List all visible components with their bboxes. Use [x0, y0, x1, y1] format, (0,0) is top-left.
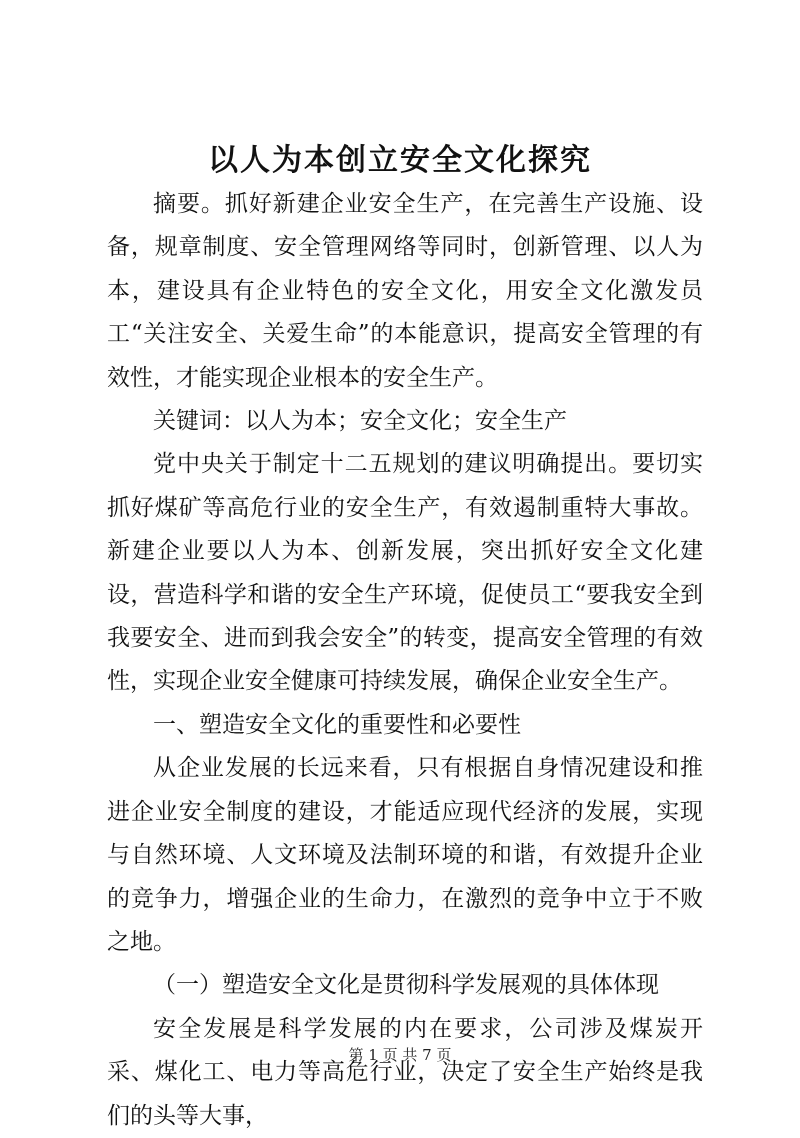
- intro-paragraph: 党中央关于制定十二五规划的建议明确提出。要切实抓好煤矿等高危行业的安全生产，有效遏制重特大事故。新建企业要以人为本、创新发展，突出抓好安全文化建设，营造科学和谐的安全生产环境，促使员工“要我安全到我要安全、进而到我会安全”的转变，提高安全管理的有效性，实现企业安全健康可持续发展，确保企业安全生产。: [107, 451, 703, 695]
- subsection-paragraph: 安全发展是科学发展的内在要求，公司涉及煤炭开采、煤化工、电力等高危行业，决定了安全生产始终是我们的头等大事，: [107, 1015, 703, 1129]
- subsection-heading: （一）塑造安全文化是贯彻科学发展观的具体体现: [153, 972, 659, 999]
- abstract-paragraph: 摘要。抓好新建企业安全生产，在完善生产设施、设备，规章制度、安全管理网络等同时，创新管理、以人为本，建设具有企业特色的安全文化，用安全文化激发员工“关注安全、关爱生命”的本能意识，提高安全管理的有效性，才能实现企业根本的安全生产。: [107, 191, 703, 391]
- keywords-paragraph: 关键词：以人为本；安全文化；安全生产: [153, 408, 567, 435]
- page-title: 以人为本创立安全文化探究: [208, 143, 592, 178]
- document-body: [107, 183, 703, 1138]
- section-heading: 一、塑造安全文化的重要性和必要性: [153, 711, 521, 738]
- section-paragraph: 从企业发展的长远来看，只有根据自身情况建设和推进企业安全制度的建设，才能适应现代经济的发展，实现与自然环境、人文环境及法制环境的和谐，有效提升企业的竞争力，增强企业的生命力，在激烈的竞争中立于不败之地。: [107, 755, 703, 955]
- page-number-footer: 第 1 页 共 7 页: [348, 1046, 452, 1064]
